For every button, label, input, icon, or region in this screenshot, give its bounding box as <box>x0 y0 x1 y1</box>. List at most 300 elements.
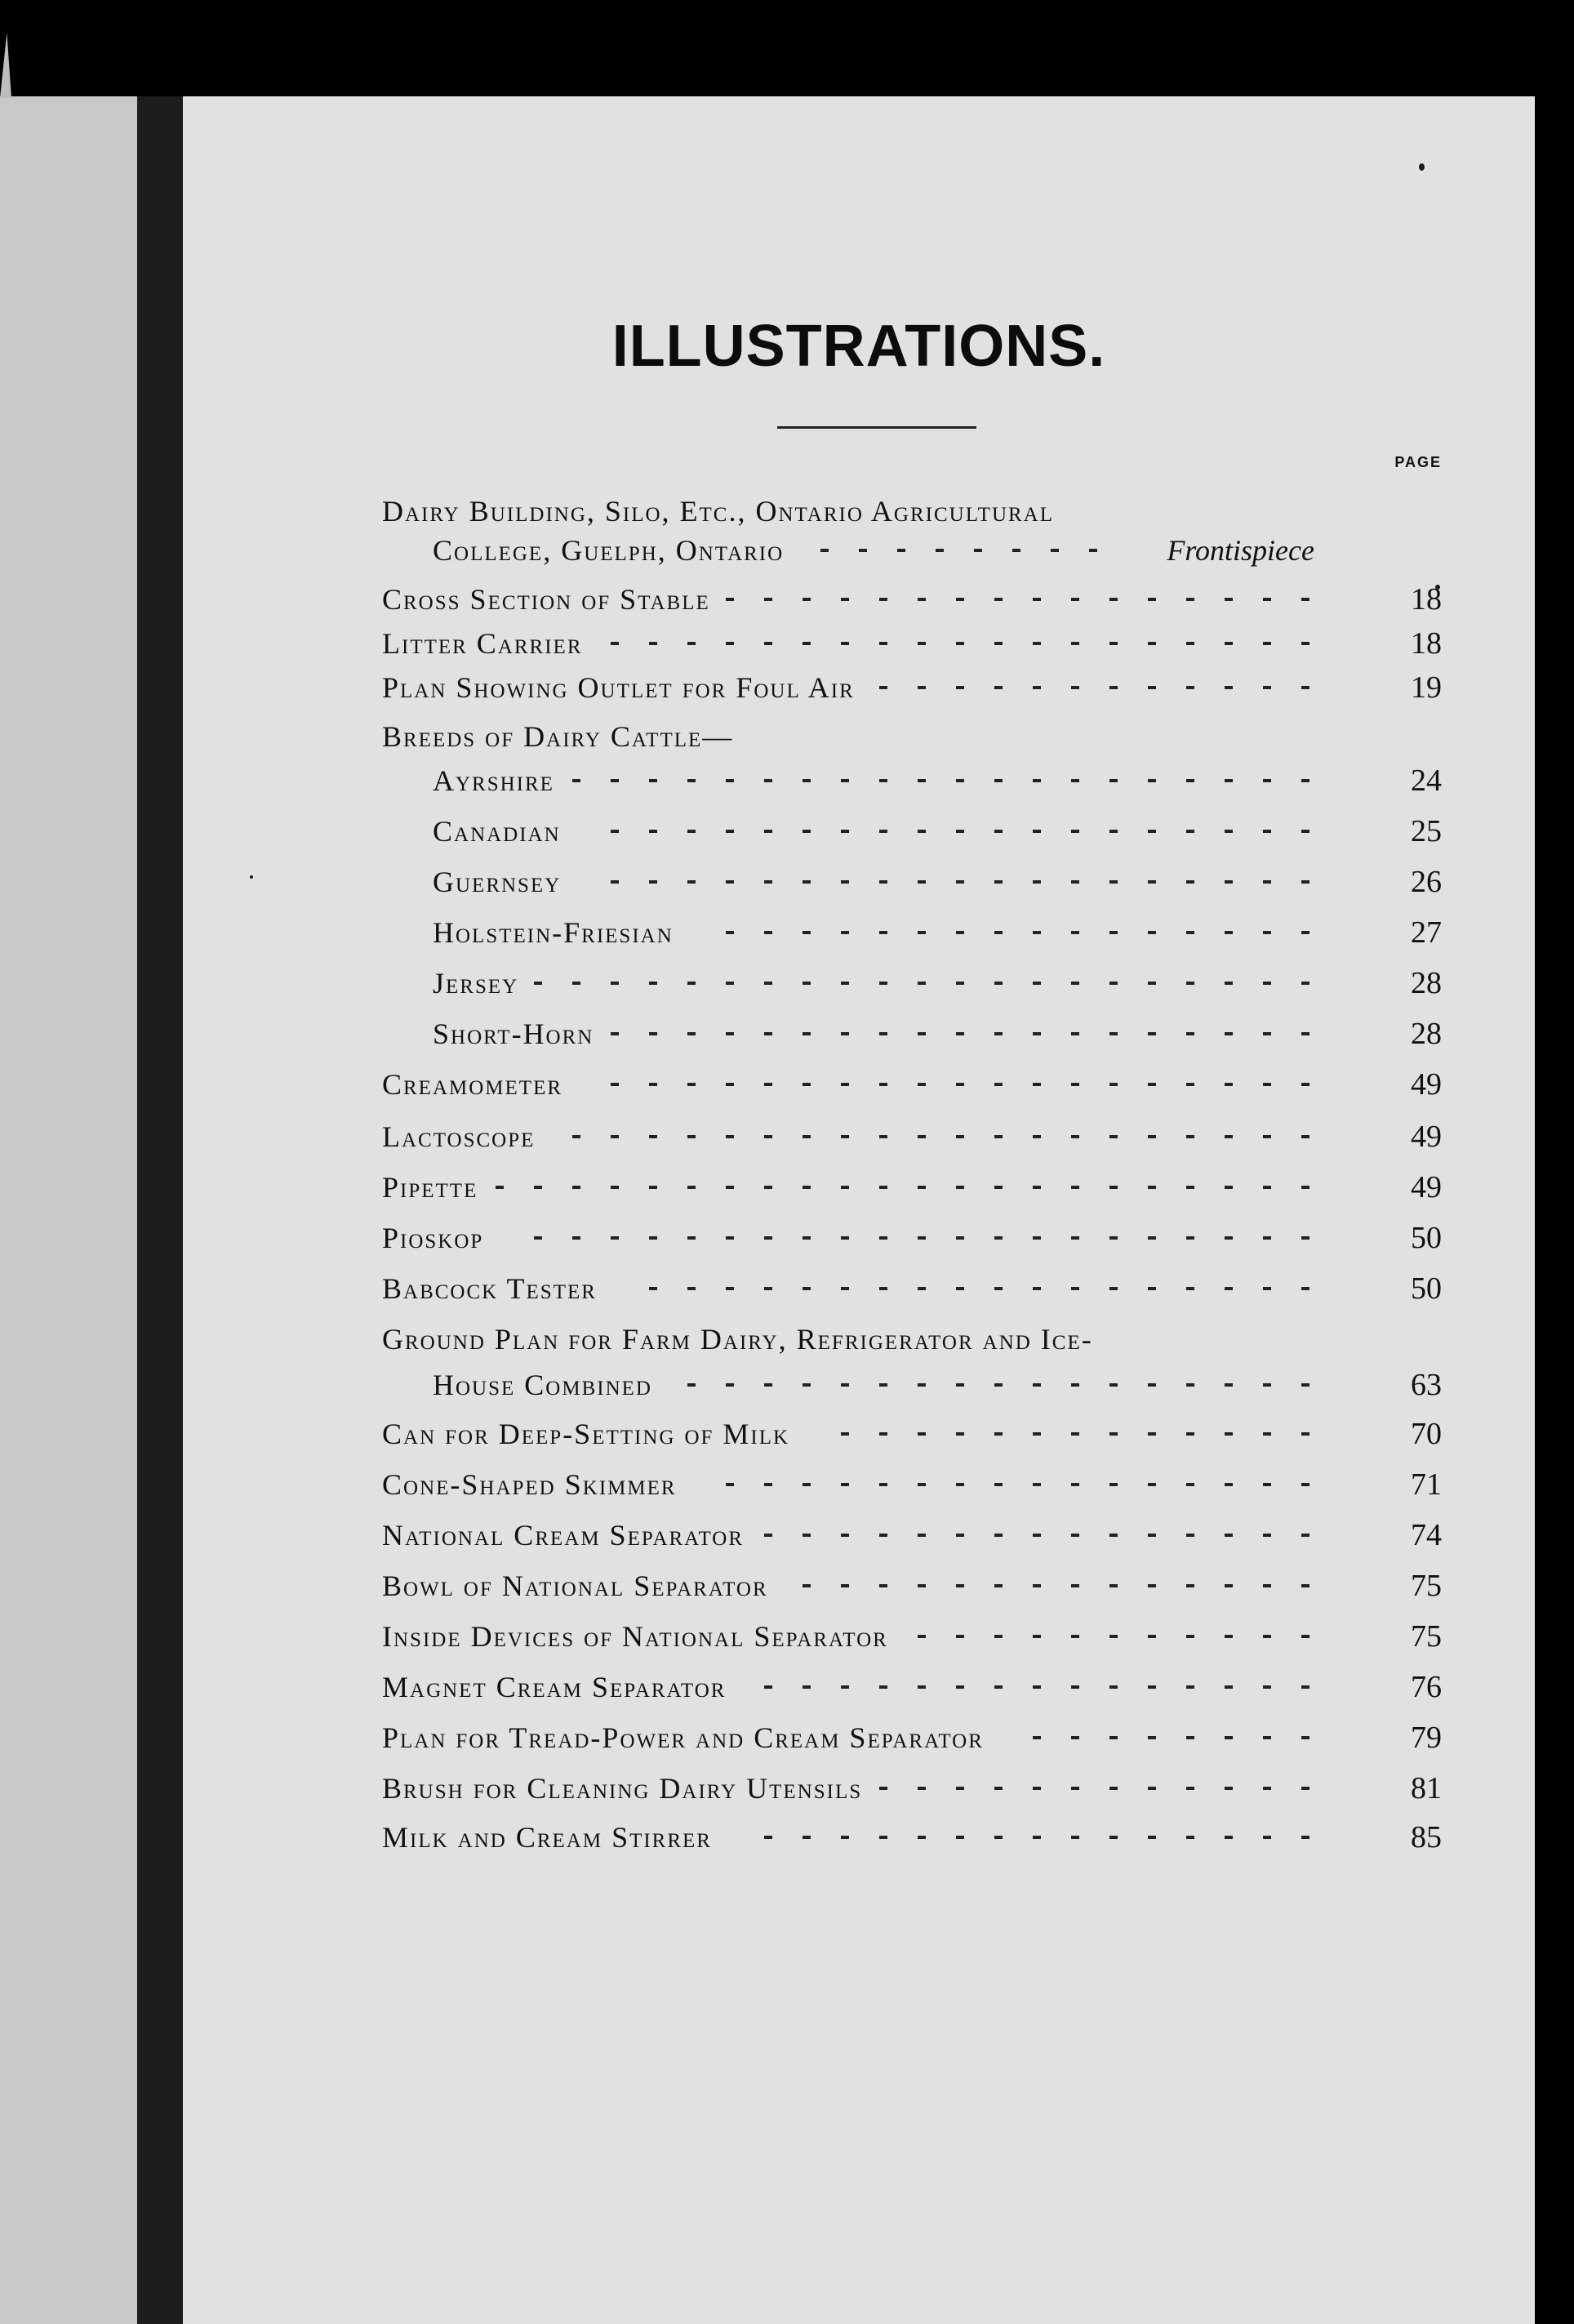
list-item <box>183 1215 1535 1261</box>
leader-dot <box>1033 1787 1041 1790</box>
leader-dot <box>1186 1836 1194 1839</box>
list-item <box>183 714 1535 759</box>
leader-dot <box>764 880 772 884</box>
leader-dot <box>1301 1534 1309 1537</box>
leader-dot <box>879 1432 887 1436</box>
leader-dot <box>803 779 811 782</box>
leader-dot <box>1263 830 1271 833</box>
leader-dot <box>859 549 867 552</box>
leader-dot <box>1225 1186 1233 1189</box>
leader-dot <box>1109 1534 1118 1537</box>
illustration-title: Babcock Tester <box>382 1272 597 1305</box>
leader-dot <box>1263 779 1271 782</box>
leader-dot <box>918 1287 926 1290</box>
leader-dot <box>611 1236 619 1240</box>
leader-dot <box>879 982 887 985</box>
leader-dot <box>726 598 734 601</box>
leader-dot <box>1071 1483 1079 1486</box>
leader-dot <box>956 830 964 833</box>
leader-dot <box>803 830 811 833</box>
leader-dot <box>1033 931 1041 934</box>
illustration-title: Dairy Building, Silo, Etc., Ontario Agricultural <box>382 495 1055 528</box>
leader-dot <box>956 1287 964 1290</box>
leader-dot <box>1263 1287 1271 1290</box>
leader-dot <box>841 1483 849 1486</box>
leader-dot <box>1109 1483 1118 1486</box>
page-number: 25 <box>1411 814 1442 848</box>
leader-dot <box>956 1083 964 1086</box>
leader-dot <box>1186 1534 1194 1537</box>
leader-dot <box>649 1236 657 1240</box>
leader-dot <box>1109 1135 1118 1138</box>
leader-dot <box>803 1135 811 1138</box>
leader-dot <box>1033 1135 1041 1138</box>
leader-dot <box>1263 931 1271 934</box>
leader-dot <box>1033 686 1041 689</box>
leader-dot <box>572 1135 580 1138</box>
leader-dot <box>1301 1685 1309 1689</box>
leader-dot <box>1225 642 1233 645</box>
leader-dot <box>611 642 619 645</box>
leader-dot <box>1148 1383 1156 1387</box>
leader-dot <box>649 1186 657 1189</box>
leader-dot <box>687 1186 696 1189</box>
leader-dot <box>1051 549 1059 552</box>
leader-dot <box>1225 598 1233 601</box>
leader-dot <box>764 1836 772 1839</box>
leader-dot <box>1109 598 1118 601</box>
leader-dot <box>994 1432 1003 1436</box>
leader-dot <box>649 830 657 833</box>
leader-dot <box>879 779 887 782</box>
leader-dot <box>994 1483 1003 1486</box>
leader-dot <box>1148 1685 1156 1689</box>
leader-dot <box>956 1383 964 1387</box>
leader-dot <box>1109 642 1118 645</box>
leader-dot <box>956 1787 964 1790</box>
leader-dot <box>1033 1287 1041 1290</box>
page-number: 70 <box>1411 1417 1442 1451</box>
page-number: 19 <box>1411 670 1442 705</box>
leader-dot <box>534 1236 542 1240</box>
leader-dot <box>1186 1236 1194 1240</box>
leader-dot <box>918 1135 926 1138</box>
leader-dot <box>687 1383 696 1387</box>
leader-dot <box>1148 598 1156 601</box>
leader-dot <box>1263 1534 1271 1537</box>
leader-dot <box>1301 779 1309 782</box>
leader-dot <box>687 1287 696 1290</box>
illustration-title: Canadian <box>433 815 561 848</box>
list-item <box>183 1316 1535 1362</box>
list-item <box>183 1563 1535 1609</box>
leader-dot <box>649 642 657 645</box>
leader-dot <box>572 1186 580 1189</box>
page-number: 75 <box>1411 1569 1442 1603</box>
leader-dot <box>879 642 887 645</box>
leader-dot <box>1033 779 1041 782</box>
leader-dot <box>918 1432 926 1436</box>
leader-dot <box>1071 779 1079 782</box>
leader-dot <box>1109 1032 1118 1035</box>
leader-dot <box>1225 1483 1233 1486</box>
leader-dot <box>1148 1432 1156 1436</box>
leader-dot <box>994 1787 1003 1790</box>
leader-dot <box>1186 982 1194 985</box>
leader-dot <box>1263 1584 1271 1587</box>
illustration-title: House Combined <box>433 1369 652 1401</box>
leader-dot <box>687 1032 696 1035</box>
leader-dot <box>841 1383 849 1387</box>
leader-dot <box>726 982 734 985</box>
list-item <box>183 1512 1535 1558</box>
leader-dot <box>956 880 964 884</box>
leader-dot <box>1301 1236 1309 1240</box>
leader-dot <box>918 1032 926 1035</box>
leader-dot <box>1033 1483 1041 1486</box>
list-item <box>183 528 1535 573</box>
illustration-title: Bowl of National Separator <box>382 1569 768 1602</box>
leader-dot <box>726 1135 734 1138</box>
leader-dot <box>1071 1787 1079 1790</box>
leader-dot <box>994 642 1003 645</box>
page-number: 49 <box>1411 1067 1442 1102</box>
leader-dot <box>726 1287 734 1290</box>
leader-dot <box>1033 1432 1041 1436</box>
leader-dot <box>1033 1836 1041 1839</box>
leader-dot <box>841 931 849 934</box>
leader-dot <box>1148 779 1156 782</box>
list-item <box>183 665 1535 710</box>
list-item <box>183 1614 1535 1659</box>
leader-dot <box>841 1432 849 1436</box>
leader-dot <box>879 1236 887 1240</box>
leader-dot <box>726 1236 734 1240</box>
leader-dot <box>841 830 849 833</box>
leader-dot <box>803 880 811 884</box>
leader-dot <box>1225 1383 1233 1387</box>
leader-dot <box>956 779 964 782</box>
leader-dot <box>1225 1236 1233 1240</box>
illustration-title: Plan for Tread-Power and Cream Separator <box>382 1721 984 1754</box>
leader-dot <box>1033 830 1041 833</box>
leader-dot <box>1186 1287 1194 1290</box>
leader-dot <box>764 1287 772 1290</box>
leader-dot <box>1186 1083 1194 1086</box>
illustration-title: Inside Devices of National Separator <box>382 1620 888 1653</box>
leader-dot <box>1225 779 1233 782</box>
leader-dot <box>1071 686 1079 689</box>
leader-dot <box>879 1135 887 1138</box>
leader-dot <box>841 1186 849 1189</box>
leader-dot <box>994 1032 1003 1035</box>
leader-dot <box>726 1383 734 1387</box>
leader-dot <box>994 1534 1003 1537</box>
leader-dot <box>1186 1483 1194 1486</box>
leader-dot <box>1071 1635 1079 1638</box>
leader-dot <box>1301 982 1309 985</box>
leader-dot <box>994 931 1003 934</box>
leader-dot <box>1301 1836 1309 1839</box>
leader-dot <box>956 1432 964 1436</box>
leader-dot <box>764 1534 772 1537</box>
leader-dot <box>1186 686 1194 689</box>
page-number: 28 <box>1411 1017 1442 1051</box>
leader-dot <box>726 1032 734 1035</box>
leader-dot <box>918 1836 926 1839</box>
leader-dot <box>1148 1186 1156 1189</box>
page-number: Frontispiece <box>1167 534 1314 567</box>
leader-dot <box>572 1236 580 1240</box>
leader-dot <box>1301 1287 1309 1290</box>
leader-dot <box>1148 982 1156 985</box>
leader-dot <box>994 830 1003 833</box>
leader-dot <box>1148 1032 1156 1035</box>
leader-dot <box>803 1186 811 1189</box>
leader-dot <box>879 1383 887 1387</box>
leader-dot <box>1148 1287 1156 1290</box>
leader-dot <box>956 982 964 985</box>
leader-dot <box>572 982 580 985</box>
leader-dot <box>879 1483 887 1486</box>
leader-dot <box>764 598 772 601</box>
leader-dot <box>1225 1287 1233 1290</box>
leader-dot <box>803 1483 811 1486</box>
leader-dot <box>820 549 829 552</box>
list-item <box>183 621 1535 666</box>
leader-dot <box>803 1836 811 1839</box>
leader-dot <box>1071 1032 1079 1035</box>
leader-dot <box>1033 1584 1041 1587</box>
leader-dot <box>1186 1383 1194 1387</box>
leader-dot <box>879 830 887 833</box>
leader-dot <box>687 880 696 884</box>
leader-dot <box>918 1383 926 1387</box>
list-item <box>183 1715 1535 1761</box>
leader-dot <box>1301 598 1309 601</box>
leader-dot <box>1301 1432 1309 1436</box>
leader-dot <box>1186 642 1194 645</box>
leader-dot <box>1301 1032 1309 1035</box>
leader-dot <box>1071 598 1079 601</box>
leader-dot <box>918 1083 926 1086</box>
leader-dot <box>1109 1287 1118 1290</box>
leader-dot <box>879 1787 887 1790</box>
leader-dot <box>1109 982 1118 985</box>
page-number: 76 <box>1411 1670 1442 1704</box>
leader-dot <box>1263 598 1271 601</box>
leader-dot <box>611 982 619 985</box>
leader-dot <box>1301 931 1309 934</box>
leader-dot <box>1148 642 1156 645</box>
leader-dot <box>1263 880 1271 884</box>
leader-dot <box>841 1083 849 1086</box>
leader-dot <box>1186 1736 1194 1739</box>
leader-dot <box>1301 1736 1309 1739</box>
leader-dot <box>1263 1685 1271 1689</box>
leader-dot <box>803 598 811 601</box>
leader-dot <box>1033 880 1041 884</box>
leader-dot <box>764 1083 772 1086</box>
leader-dot <box>1225 1432 1233 1436</box>
leader-dot <box>956 1032 964 1035</box>
leader-dot <box>1301 880 1309 884</box>
leader-dot <box>1148 1635 1156 1638</box>
page-number: 79 <box>1411 1721 1442 1755</box>
leader-dot <box>687 1135 696 1138</box>
leader-dot <box>1186 1432 1194 1436</box>
leader-dot <box>1186 880 1194 884</box>
leader-dot <box>879 1584 887 1587</box>
illustration-title: Brush for Cleaning Dairy Utensils <box>382 1772 863 1805</box>
page-number: 26 <box>1411 865 1442 899</box>
list-item <box>183 1664 1535 1710</box>
leader-dot <box>956 1635 964 1638</box>
leader-dot <box>1186 1584 1194 1587</box>
leader-dot <box>1033 1186 1041 1189</box>
illustration-title: Magnet Cream Separator <box>382 1671 727 1703</box>
leader-dot <box>1071 931 1079 934</box>
leader-dot <box>1071 1736 1079 1739</box>
leader-dot <box>1071 1534 1079 1537</box>
leader-dot <box>611 779 619 782</box>
leader-dot <box>994 1836 1003 1839</box>
leader-dot <box>1109 1083 1118 1086</box>
illustration-title: College, Guelph, Ontario <box>433 534 785 567</box>
leader-dot <box>1148 1135 1156 1138</box>
leader-dot <box>1033 642 1041 645</box>
list-item <box>183 960 1535 1006</box>
leader-dot <box>1301 1635 1309 1638</box>
leader-dot <box>994 1635 1003 1638</box>
leader-dot <box>1225 1534 1233 1537</box>
illustration-title: Short-Horn <box>433 1017 594 1050</box>
leader-dot <box>1148 1584 1156 1587</box>
page-number: 85 <box>1411 1820 1442 1854</box>
leader-dot <box>1263 1736 1271 1739</box>
leader-dot <box>611 880 619 884</box>
list-item <box>183 1164 1535 1210</box>
leader-dot <box>1109 1383 1118 1387</box>
leader-dot <box>1263 1186 1271 1189</box>
leader-dot <box>1148 1836 1156 1839</box>
leader-dot <box>764 1383 772 1387</box>
leader-dot <box>1263 642 1271 645</box>
leader-dot <box>1301 1787 1309 1790</box>
leader-dot <box>1225 1736 1233 1739</box>
leader-dot <box>611 1032 619 1035</box>
leader-dot <box>1225 1685 1233 1689</box>
leader-dot <box>687 1236 696 1240</box>
illustration-title: Guernsey <box>433 866 562 898</box>
leader-dot <box>1148 880 1156 884</box>
leader-dot <box>918 1635 926 1638</box>
leader-dot <box>649 1032 657 1035</box>
illustration-title: Lactoscope <box>382 1120 536 1153</box>
leader-dot <box>1033 1236 1041 1240</box>
leader-dot <box>1301 1584 1309 1587</box>
page-number: 27 <box>1411 915 1442 950</box>
leader-dot <box>611 1186 619 1189</box>
leader-dot <box>1148 1534 1156 1537</box>
leader-dot <box>1301 1483 1309 1486</box>
list-item <box>183 808 1535 854</box>
leader-dot <box>956 1534 964 1537</box>
leader-dot <box>1263 1787 1271 1790</box>
leader-dot <box>1071 1685 1079 1689</box>
leader-dot <box>1225 880 1233 884</box>
leader-dot <box>1263 1432 1271 1436</box>
leader-dot <box>1263 1483 1271 1486</box>
leader-dot <box>649 982 657 985</box>
leader-dot <box>611 1135 619 1138</box>
leader-dot <box>1301 686 1309 689</box>
leader-dot <box>1033 1736 1041 1739</box>
leader-dot <box>1071 1186 1079 1189</box>
leader-dot <box>803 642 811 645</box>
page-number: 50 <box>1411 1271 1442 1306</box>
leader-dot <box>1109 1584 1118 1587</box>
leader-dot <box>1109 1186 1118 1189</box>
leader-dot <box>1263 1135 1271 1138</box>
leader-dot <box>1225 1836 1233 1839</box>
facing-page-edge <box>0 96 137 2324</box>
leader-dot <box>1109 931 1118 934</box>
leader-dot <box>572 779 580 782</box>
leader-dot <box>918 830 926 833</box>
leader-dot <box>1186 1135 1194 1138</box>
leader-dot <box>879 1534 887 1537</box>
list-item <box>183 910 1535 955</box>
leader-dot <box>879 686 887 689</box>
leader-dot <box>994 1236 1003 1240</box>
leader-dot <box>918 1483 926 1486</box>
leader-dot <box>1071 1836 1079 1839</box>
leader-dot <box>994 982 1003 985</box>
leader-dot <box>803 1685 811 1689</box>
leader-dot <box>1148 931 1156 934</box>
page-number: 24 <box>1411 764 1442 798</box>
leader-dot <box>956 1186 964 1189</box>
leader-dot <box>879 1685 887 1689</box>
leader-dot <box>687 982 696 985</box>
leader-dot <box>1109 1236 1118 1240</box>
leader-dot <box>1301 1186 1309 1189</box>
leader-dot <box>687 779 696 782</box>
page-number: 49 <box>1411 1120 1442 1154</box>
leader-dot <box>764 642 772 645</box>
illustration-title: Holstein-Friesian <box>433 916 674 949</box>
leader-dot <box>611 1083 619 1086</box>
leader-dot <box>764 982 772 985</box>
leader-dot <box>803 1383 811 1387</box>
leader-dot <box>1071 1383 1079 1387</box>
illustration-title: National Cream Separator <box>382 1519 745 1552</box>
leader-dot <box>918 1534 926 1537</box>
leader-dot <box>534 982 542 985</box>
illustration-title: Pipette <box>382 1171 478 1204</box>
leader-dot <box>726 779 734 782</box>
leader-dot <box>764 779 772 782</box>
leader-dot <box>918 598 926 601</box>
leader-dot <box>918 686 926 689</box>
leader-dot <box>803 1287 811 1290</box>
leader-dot <box>1033 598 1041 601</box>
list-item <box>183 1765 1535 1811</box>
leader-dot <box>994 1135 1003 1138</box>
book-page <box>183 96 1535 2324</box>
list-item <box>183 1266 1535 1311</box>
